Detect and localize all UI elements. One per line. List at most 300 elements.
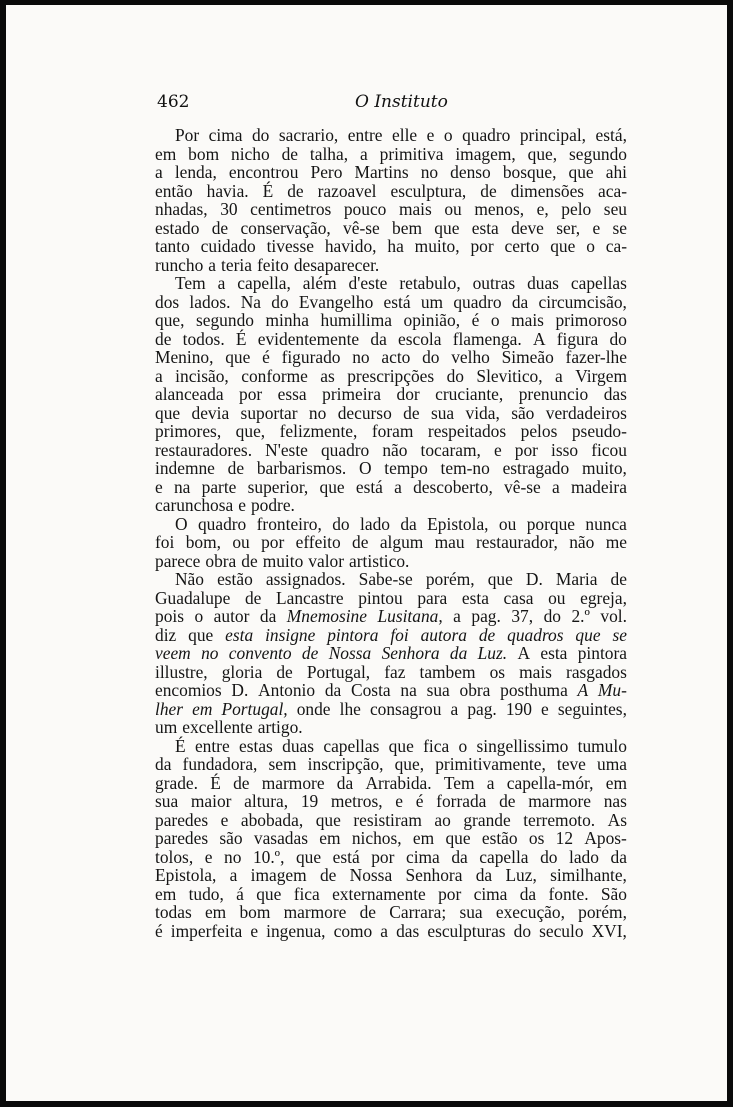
word: altura, bbox=[244, 791, 289, 811]
word: de bbox=[244, 587, 262, 608]
word: flamenga. bbox=[452, 328, 522, 349]
word: Arrabida. bbox=[365, 772, 432, 793]
word: está bbox=[383, 291, 411, 312]
word: na bbox=[173, 476, 191, 497]
word: seculo bbox=[539, 920, 584, 941]
word: Tem bbox=[175, 273, 206, 293]
word: convento bbox=[228, 643, 292, 663]
word: então bbox=[155, 180, 193, 201]
word: É bbox=[262, 180, 274, 201]
word: nunca bbox=[585, 513, 627, 534]
word: É bbox=[210, 772, 221, 793]
word: são bbox=[511, 402, 535, 423]
word: dor bbox=[396, 384, 420, 404]
word: capella bbox=[479, 846, 529, 867]
word: seguintes, bbox=[557, 698, 627, 719]
word: o bbox=[490, 310, 500, 330]
word: quadros bbox=[507, 624, 564, 645]
word: imagem, bbox=[455, 143, 516, 164]
text-line bbox=[155, 256, 627, 275]
word: primeira bbox=[322, 384, 382, 404]
word: O bbox=[175, 513, 188, 534]
word: por bbox=[261, 532, 285, 552]
word: que bbox=[225, 347, 251, 367]
word: uma bbox=[597, 754, 627, 774]
word: aca- bbox=[598, 180, 627, 201]
word: mais bbox=[519, 661, 552, 682]
word: que bbox=[568, 162, 594, 182]
word: bem bbox=[392, 217, 422, 238]
word: restauradores. bbox=[155, 439, 253, 460]
word: N'este bbox=[265, 439, 308, 460]
word: primoroso bbox=[555, 310, 627, 330]
word: lado bbox=[569, 846, 599, 867]
word: que bbox=[550, 236, 576, 256]
text-line bbox=[155, 644, 627, 663]
word: razoavel bbox=[317, 180, 377, 201]
word: de bbox=[499, 791, 516, 811]
word: por bbox=[371, 846, 395, 867]
word: nichos, bbox=[351, 828, 402, 848]
word: das bbox=[396, 920, 420, 941]
text-line bbox=[155, 829, 627, 848]
word: da bbox=[370, 328, 387, 349]
word: sua bbox=[430, 402, 455, 423]
word: de bbox=[403, 402, 420, 423]
word: Evangelho bbox=[298, 291, 374, 312]
word: restaurador, bbox=[475, 532, 558, 552]
text-line bbox=[155, 552, 627, 571]
word: 19 bbox=[300, 791, 319, 811]
word: das bbox=[603, 384, 627, 404]
text-line bbox=[155, 200, 627, 219]
word: da bbox=[155, 754, 172, 774]
word: conservação, bbox=[240, 217, 331, 238]
word: de bbox=[227, 458, 245, 478]
word: Mu- bbox=[597, 680, 627, 700]
text-line bbox=[155, 145, 627, 164]
word: bosque, bbox=[502, 162, 557, 182]
word: 190 bbox=[505, 698, 532, 719]
word: esta bbox=[540, 643, 568, 663]
word: maior bbox=[190, 791, 232, 811]
word: esta bbox=[225, 624, 254, 645]
word: excellente bbox=[182, 717, 253, 737]
word: parte bbox=[201, 476, 237, 497]
word: da bbox=[475, 865, 493, 885]
word: lados. bbox=[189, 291, 231, 312]
word: do bbox=[543, 606, 561, 626]
text-line bbox=[155, 311, 627, 330]
word: a bbox=[380, 920, 389, 941]
word: Não bbox=[175, 569, 204, 589]
word: de bbox=[155, 328, 172, 349]
word: imperfeita bbox=[170, 920, 243, 941]
text-line bbox=[155, 330, 627, 349]
word: havido, bbox=[324, 236, 377, 256]
text-line bbox=[155, 903, 627, 922]
word: consagrou bbox=[369, 698, 442, 719]
word: a bbox=[155, 365, 163, 386]
word: gloria bbox=[221, 661, 263, 682]
word: tumulo bbox=[577, 735, 627, 756]
word: ca- bbox=[605, 236, 627, 256]
word: vasadas bbox=[253, 828, 308, 848]
word: estado bbox=[155, 217, 200, 238]
word: metros, bbox=[330, 791, 383, 811]
word: fazer-lhe bbox=[565, 347, 627, 367]
word: de bbox=[281, 143, 298, 164]
word: tudo, bbox=[188, 883, 224, 904]
word: mais bbox=[511, 310, 544, 330]
word: o bbox=[443, 125, 453, 145]
word: lhe bbox=[339, 698, 361, 719]
word: a bbox=[555, 365, 563, 386]
word: que, bbox=[235, 421, 266, 441]
word: rasgados bbox=[566, 661, 627, 682]
word: Maria bbox=[555, 569, 598, 589]
word: valor bbox=[308, 550, 345, 571]
word: Simeão bbox=[501, 347, 554, 367]
word: a bbox=[360, 143, 368, 164]
word: centimetros bbox=[250, 199, 332, 219]
word: 10.º, bbox=[252, 846, 285, 867]
word: de bbox=[233, 772, 250, 793]
word: Nossa bbox=[349, 865, 393, 885]
word: os bbox=[489, 661, 506, 682]
text-line bbox=[155, 755, 627, 774]
word: se bbox=[612, 217, 627, 238]
word: pag. bbox=[467, 698, 497, 719]
word: que bbox=[155, 402, 181, 423]
word: ha bbox=[387, 236, 404, 256]
text-line bbox=[155, 385, 627, 404]
text-line bbox=[155, 348, 627, 367]
word: abobada, bbox=[240, 809, 304, 830]
word: segundo bbox=[569, 143, 627, 164]
word: obra bbox=[459, 680, 491, 700]
word: parece bbox=[155, 550, 201, 571]
word: tambem bbox=[419, 661, 476, 682]
word: Luz, bbox=[505, 865, 537, 885]
word: similhante, bbox=[550, 865, 627, 885]
word: foi bbox=[390, 624, 409, 645]
word: Virgem bbox=[575, 365, 627, 386]
word: vê-se bbox=[343, 217, 380, 238]
text-line bbox=[155, 922, 627, 941]
word: não bbox=[569, 532, 595, 552]
word: de bbox=[287, 180, 304, 201]
word: barbarismos. bbox=[256, 458, 347, 478]
word: além bbox=[302, 273, 337, 293]
word: madeira bbox=[570, 476, 627, 497]
word: que bbox=[315, 809, 341, 830]
word: pseudo- bbox=[571, 421, 627, 441]
word: de bbox=[480, 180, 497, 201]
word: capellas bbox=[323, 735, 380, 756]
word: indemne bbox=[155, 458, 215, 478]
word: quadro bbox=[453, 291, 502, 312]
word: certo bbox=[504, 236, 540, 256]
text-line bbox=[155, 866, 627, 885]
text-line bbox=[155, 533, 627, 552]
word: grade. bbox=[155, 772, 198, 793]
word: a bbox=[217, 273, 226, 293]
word: pintora bbox=[327, 624, 379, 645]
text-line bbox=[155, 126, 627, 145]
word: está bbox=[332, 846, 360, 867]
word: sem bbox=[268, 754, 297, 774]
word: mau bbox=[434, 532, 465, 552]
word: quadro bbox=[462, 125, 511, 145]
word: cima bbox=[473, 883, 508, 904]
word: desaparecer. bbox=[293, 254, 380, 275]
word: Epistola, bbox=[427, 513, 489, 534]
word: duas bbox=[282, 735, 315, 756]
word: de bbox=[241, 550, 258, 571]
word: de bbox=[276, 661, 293, 682]
word: Sabe-se bbox=[358, 569, 413, 589]
word: a bbox=[450, 698, 459, 719]
word: no bbox=[224, 846, 242, 867]
word: capella, bbox=[237, 273, 291, 293]
word: do bbox=[332, 513, 350, 534]
word: suportar bbox=[240, 402, 298, 423]
word: de bbox=[319, 865, 337, 885]
word: São bbox=[600, 883, 627, 904]
word: as bbox=[320, 365, 335, 386]
text-line bbox=[155, 848, 627, 867]
word: que, bbox=[155, 310, 185, 330]
word: a bbox=[229, 865, 238, 885]
word: do bbox=[609, 328, 627, 349]
text-line bbox=[155, 404, 627, 423]
text-line bbox=[155, 478, 627, 497]
word: seu bbox=[603, 199, 627, 219]
word: 2.º bbox=[571, 606, 590, 626]
word: superior, bbox=[247, 476, 309, 497]
word: pintou bbox=[358, 587, 403, 608]
word: Pero bbox=[310, 162, 343, 182]
word: deve bbox=[511, 217, 544, 238]
word: tem-no bbox=[440, 458, 490, 478]
word: autora bbox=[420, 624, 467, 645]
word: havia. bbox=[206, 180, 249, 201]
word: em bbox=[319, 828, 341, 848]
word: acto bbox=[381, 347, 411, 367]
word: circumcisão, bbox=[538, 291, 627, 312]
text-line bbox=[155, 274, 627, 293]
word: me bbox=[605, 532, 627, 552]
word: opinião, bbox=[403, 310, 461, 330]
word: ao bbox=[434, 809, 451, 830]
word: ou bbox=[232, 532, 250, 552]
running-title: O Instituto bbox=[355, 92, 448, 112]
word: do bbox=[251, 125, 270, 145]
word: estão bbox=[481, 828, 518, 848]
word: e bbox=[238, 495, 246, 515]
word: diz bbox=[155, 624, 177, 645]
word: por bbox=[470, 236, 494, 256]
word: está bbox=[355, 476, 383, 497]
word: o bbox=[194, 606, 204, 626]
word: Guadalupe bbox=[155, 587, 231, 608]
word: no bbox=[420, 162, 439, 182]
word: ou bbox=[444, 199, 462, 219]
word: marmore bbox=[283, 902, 347, 922]
word: resistiram bbox=[353, 809, 422, 830]
word: da bbox=[519, 883, 537, 904]
word: paredes bbox=[155, 828, 209, 848]
word: pelos bbox=[520, 421, 558, 441]
word: A bbox=[577, 680, 589, 700]
word: esta bbox=[461, 587, 489, 608]
word: a bbox=[208, 254, 217, 275]
word: é bbox=[155, 920, 163, 941]
word: autor bbox=[213, 606, 250, 626]
word: Portugal, bbox=[221, 698, 288, 719]
word: teria bbox=[221, 254, 252, 275]
word: entre bbox=[194, 735, 230, 756]
word: que bbox=[575, 624, 601, 645]
word: runcho bbox=[155, 254, 204, 275]
text-line bbox=[155, 163, 627, 182]
word: ou bbox=[548, 587, 566, 608]
word: 12 bbox=[555, 828, 574, 848]
word: artigo. bbox=[257, 717, 303, 737]
word: fundadora, bbox=[182, 754, 258, 774]
word: esculpturas bbox=[427, 920, 506, 941]
word: está, bbox=[595, 125, 627, 145]
word: bom bbox=[239, 902, 271, 922]
word: de bbox=[478, 624, 496, 645]
word: da bbox=[400, 513, 417, 534]
text-line bbox=[155, 885, 627, 904]
word: que bbox=[487, 569, 513, 589]
word: que, bbox=[527, 143, 558, 164]
word: em bbox=[192, 698, 213, 719]
word: verdadeiros bbox=[545, 402, 627, 423]
word: dimensões bbox=[510, 180, 585, 201]
word: menos, bbox=[474, 199, 525, 219]
word: Senhora bbox=[381, 643, 440, 663]
word: nas bbox=[603, 791, 627, 811]
text-line bbox=[155, 515, 627, 534]
word: forrada bbox=[436, 791, 487, 811]
text-line bbox=[155, 774, 627, 793]
word: Nossa bbox=[328, 643, 372, 663]
word: execução, bbox=[495, 902, 565, 922]
word: singellissimo bbox=[476, 735, 569, 756]
word: assignados. bbox=[265, 569, 346, 589]
word: pouco bbox=[343, 199, 387, 219]
word: o bbox=[458, 735, 468, 756]
word: sua bbox=[155, 791, 179, 811]
text-line bbox=[155, 811, 627, 830]
word: do bbox=[513, 920, 532, 941]
word: tolos, bbox=[155, 846, 194, 867]
word: no bbox=[308, 402, 327, 423]
word: A bbox=[532, 328, 546, 349]
word: sua bbox=[426, 680, 450, 700]
text-line bbox=[155, 182, 627, 201]
word: artistico. bbox=[349, 550, 410, 571]
word: para bbox=[417, 587, 448, 608]
word: ahi bbox=[605, 162, 627, 182]
word: effeito bbox=[295, 532, 341, 552]
word: principal, bbox=[519, 125, 587, 145]
word: marmore bbox=[528, 791, 591, 811]
word: bom bbox=[188, 143, 220, 164]
word: é bbox=[262, 347, 270, 367]
word: escola bbox=[398, 328, 442, 349]
text-line bbox=[155, 459, 627, 478]
word: tocaram, bbox=[420, 439, 481, 460]
word: Senhora bbox=[405, 865, 463, 885]
text-line bbox=[155, 237, 627, 256]
word: são bbox=[219, 828, 243, 848]
text-line bbox=[155, 293, 627, 312]
word: respeitados bbox=[427, 421, 507, 441]
word: da bbox=[336, 772, 354, 793]
word: casa bbox=[503, 587, 534, 608]
word: XVI, bbox=[591, 920, 627, 941]
word: vol. bbox=[600, 606, 627, 626]
page-number: 462 bbox=[157, 92, 190, 112]
word: bom, bbox=[185, 532, 221, 552]
word: teve bbox=[556, 754, 586, 774]
word: É bbox=[175, 735, 186, 756]
word: um bbox=[155, 717, 178, 737]
word: Mnemosine bbox=[286, 606, 367, 626]
word: lher bbox=[155, 698, 184, 719]
word: felizmente, bbox=[279, 421, 358, 441]
word: porém, bbox=[425, 569, 475, 589]
word: nhadas, bbox=[155, 199, 208, 219]
word: paredes bbox=[155, 809, 209, 830]
word: a bbox=[551, 476, 560, 497]
word: e bbox=[395, 791, 404, 811]
word: é bbox=[415, 791, 424, 811]
word: imagem bbox=[250, 865, 307, 885]
word: Costa bbox=[351, 680, 391, 700]
word: vida, bbox=[465, 402, 500, 423]
word: faz bbox=[384, 661, 406, 682]
word: Slevitico, bbox=[476, 365, 543, 386]
word: illustre, bbox=[155, 661, 208, 682]
word: pintora bbox=[577, 643, 627, 663]
text-line bbox=[155, 570, 627, 589]
word: Antonio bbox=[258, 680, 316, 700]
word: primitiva bbox=[379, 143, 444, 164]
body-text bbox=[155, 126, 627, 940]
word: ingenua, bbox=[266, 920, 326, 941]
word: primores, bbox=[155, 421, 222, 441]
word: D. bbox=[525, 569, 543, 589]
word: muito bbox=[262, 550, 304, 571]
word: e bbox=[155, 476, 163, 497]
word: da bbox=[451, 846, 468, 867]
word: um bbox=[420, 291, 444, 312]
word: de bbox=[301, 643, 319, 663]
word: pois bbox=[155, 606, 184, 626]
word: do bbox=[446, 365, 464, 386]
word: e bbox=[592, 217, 601, 238]
word: estão bbox=[217, 569, 253, 589]
word: capella-mór, bbox=[506, 772, 594, 793]
word: capellas bbox=[570, 273, 627, 293]
word: externamente bbox=[332, 883, 426, 904]
